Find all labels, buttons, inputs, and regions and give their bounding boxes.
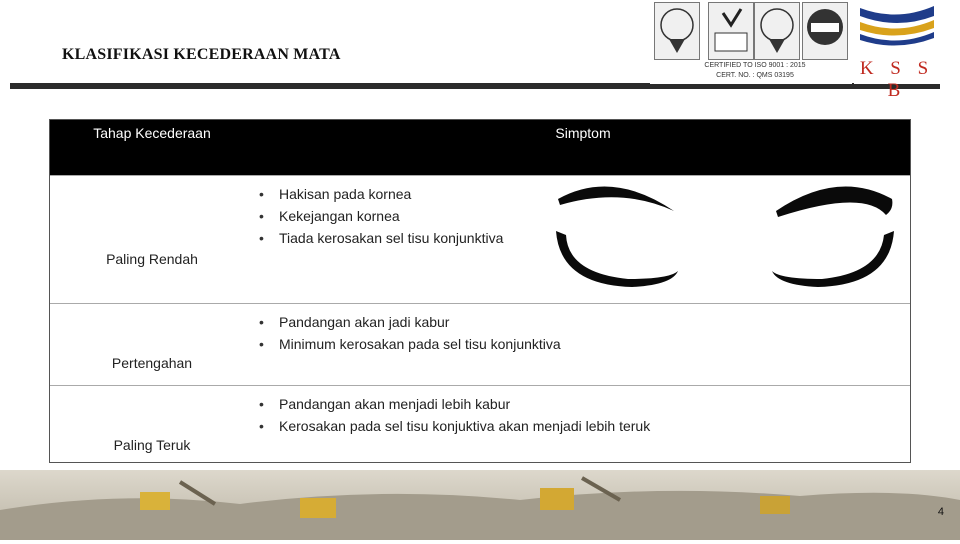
symptom-item: • Minimum kerosakan pada sel tisu konjunktiva: [259, 336, 561, 352]
right-eyebrow-icon: [776, 187, 892, 218]
right-eye-icon: [772, 231, 894, 287]
level-cell: Pertengahan: [49, 304, 255, 386]
quality-system-logo: [654, 2, 700, 60]
ukas-logo: [708, 2, 754, 60]
slide-title: KLASIFIKASI KECEDERAAN MATA: [62, 46, 341, 63]
table-row: [49, 304, 911, 386]
left-eyebrow-icon: [558, 187, 674, 212]
level-cell: Paling Rendah: [49, 176, 255, 304]
right-eye-drawing: [768, 175, 898, 295]
symptom-item: • Kekejangan kornea: [259, 208, 400, 224]
symptoms-cell: [255, 304, 911, 386]
symptom-item: • Pandangan akan menjadi lebih kabur: [259, 396, 511, 412]
left-eye-drawing: [552, 175, 682, 295]
symptom-item: • Tiada kerosakan sel tisu konjunktiva: [259, 230, 504, 246]
symptom-item: • Hakisan pada kornea: [259, 186, 412, 202]
quality-system-logo-2: [754, 2, 800, 60]
level-cell: Paling Teruk: [49, 386, 255, 468]
symptoms-cell: [255, 386, 911, 468]
certification-panel: [650, 0, 852, 84]
kssb-logo: [854, 0, 940, 101]
page-number: 4: [937, 506, 944, 518]
construction-site-photo: [0, 470, 960, 540]
certification-line-2: CERT. NO. : QMS 03195: [716, 72, 794, 79]
header-symptoms: Simptom: [255, 119, 911, 176]
iqnet-logo: [802, 2, 848, 60]
kssb-letters: K S S B: [859, 58, 935, 101]
symptom-item: • Pandangan akan jadi kabur: [259, 314, 450, 330]
certification-line-1: CERTIFIED TO ISO 9001 : 2015: [704, 62, 806, 69]
header-injury-level: Tahap Kecederaan: [49, 119, 255, 176]
symptom-item: • Kerosakan pada sel tisu konjuktiva akan menjadi lebih teruk: [259, 418, 651, 434]
table-row: [49, 386, 911, 468]
left-eye-icon: [556, 231, 678, 287]
